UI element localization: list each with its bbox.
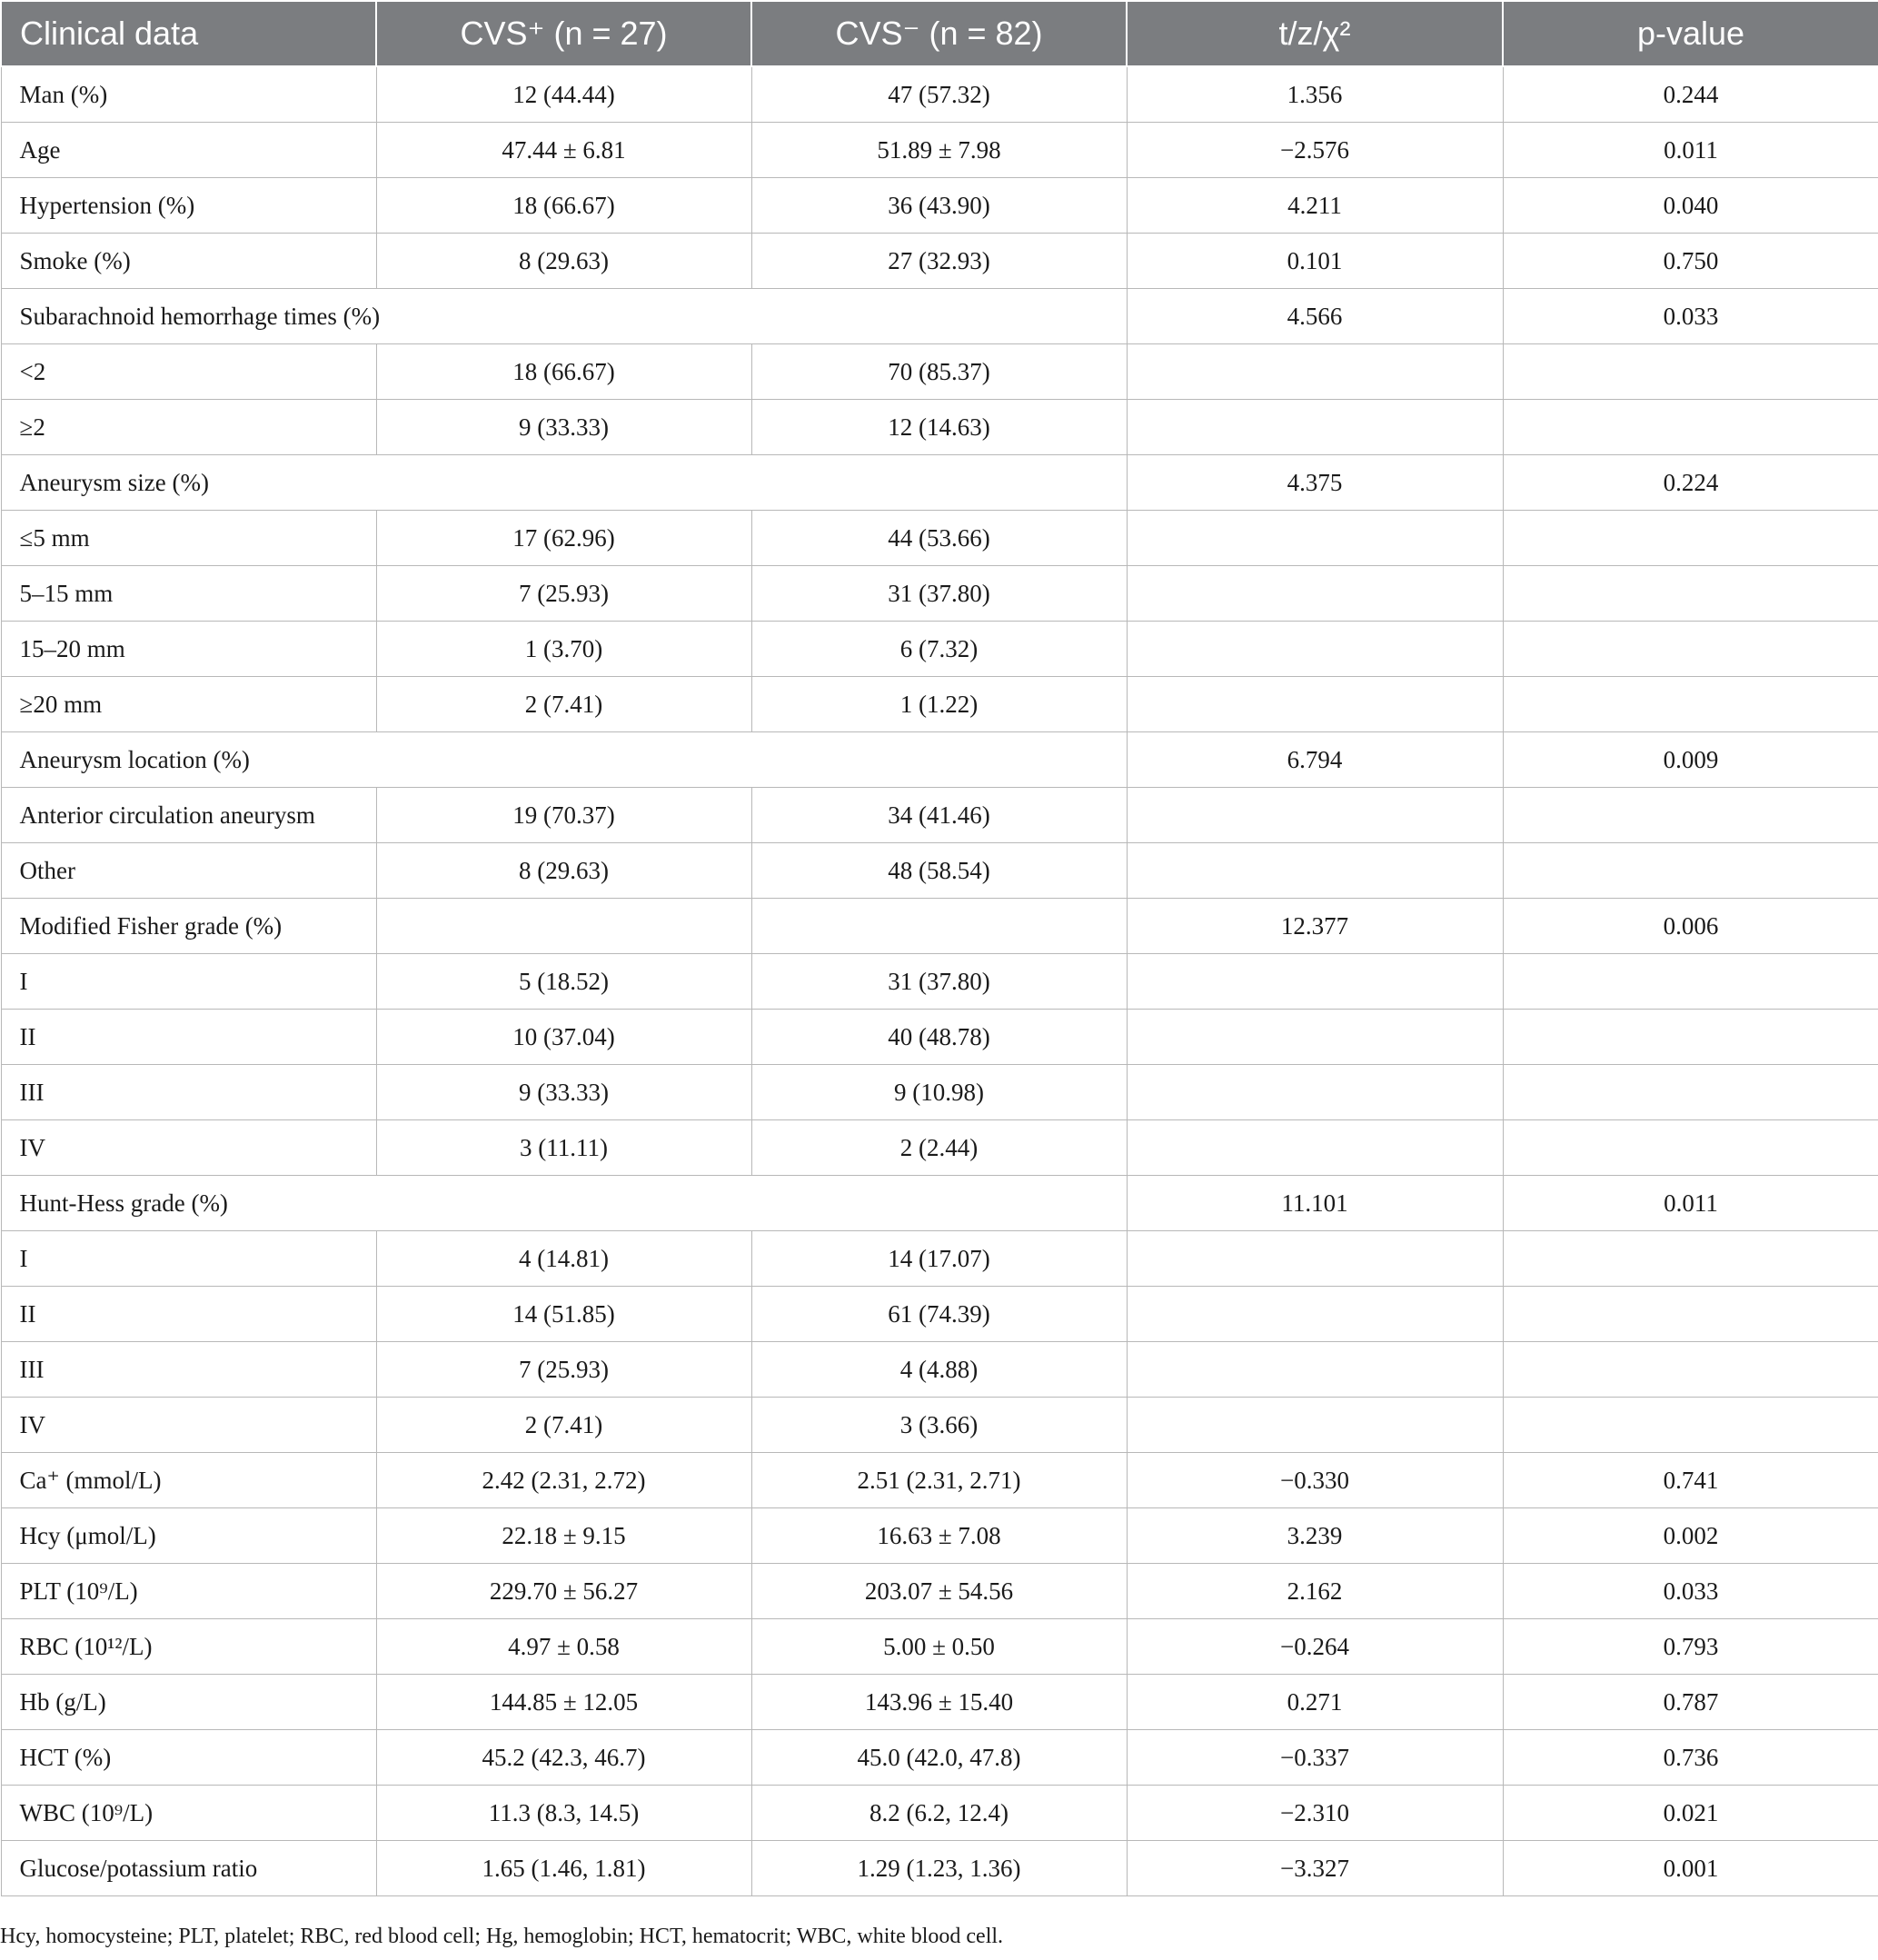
- cvs-negative-value: 5.00 ± 0.50: [751, 1619, 1127, 1675]
- test-statistic-value: 3.239: [1127, 1508, 1503, 1564]
- table-row: [1, 732, 1878, 788]
- test-statistic-value: [1127, 1120, 1503, 1176]
- cvs-positive-value: 47.44 ± 6.81: [376, 123, 751, 178]
- row-label: II: [1, 1010, 376, 1065]
- header-cvs-positive: CVS⁺ (n = 27): [376, 1, 751, 66]
- test-statistic-value: [1127, 1342, 1503, 1398]
- cvs-positive-value: 12 (44.44): [376, 66, 751, 123]
- test-statistic-value: [1127, 344, 1503, 400]
- row-label: HCT (%): [1, 1730, 376, 1786]
- test-statistic-value: 0.101: [1127, 234, 1503, 289]
- test-statistic-value: −0.330: [1127, 1453, 1503, 1508]
- row-label: Age: [1, 123, 376, 178]
- header-row: [1, 1, 1878, 66]
- table-row: [1, 344, 1878, 400]
- table-row: [1, 1453, 1878, 1508]
- row-label: Man (%): [1, 66, 376, 123]
- cvs-negative-value: 40 (48.78): [751, 1010, 1127, 1065]
- row-label: IV: [1, 1398, 376, 1453]
- cvs-positive-value: 4.97 ± 0.58: [376, 1619, 751, 1675]
- p-value: [1503, 843, 1878, 899]
- p-value: 0.741: [1503, 1453, 1878, 1508]
- cvs-negative-value: 1 (1.22): [751, 677, 1127, 732]
- table-row: [1, 455, 1878, 511]
- p-value: 0.793: [1503, 1619, 1878, 1675]
- cvs-positive-value: 1 (3.70): [376, 622, 751, 677]
- row-label: Aneurysm location (%): [1, 732, 1127, 788]
- header-test-statistic: t/z/χ²: [1127, 1, 1503, 66]
- table-row: [1, 1120, 1878, 1176]
- table-row: [1, 1065, 1878, 1120]
- table-row: [1, 400, 1878, 455]
- p-value: 0.040: [1503, 178, 1878, 234]
- row-label: RBC (10¹²/L): [1, 1619, 376, 1675]
- cvs-positive-value: 22.18 ± 9.15: [376, 1508, 751, 1564]
- row-label: 15–20 mm: [1, 622, 376, 677]
- header-clinical-data: Clinical data: [1, 1, 376, 66]
- table-row: [1, 1619, 1878, 1675]
- p-value: [1503, 677, 1878, 732]
- table-body: [1, 66, 1878, 1896]
- cvs-negative-value: 48 (58.54): [751, 843, 1127, 899]
- cvs-negative-value: 2 (2.44): [751, 1120, 1127, 1176]
- cvs-negative-value: 3 (3.66): [751, 1398, 1127, 1453]
- row-label: ≥2: [1, 400, 376, 455]
- row-label: 5–15 mm: [1, 566, 376, 622]
- row-label: Hb (g/L): [1, 1675, 376, 1730]
- table-row: [1, 289, 1878, 344]
- cvs-positive-value: 17 (62.96): [376, 511, 751, 566]
- cvs-positive-value: 10 (37.04): [376, 1010, 751, 1065]
- table-row: [1, 954, 1878, 1010]
- row-label: ≤5 mm: [1, 511, 376, 566]
- p-value: [1503, 788, 1878, 843]
- test-statistic-value: [1127, 1398, 1503, 1453]
- p-value: 0.001: [1503, 1841, 1878, 1896]
- test-statistic-value: 4.211: [1127, 178, 1503, 234]
- p-value: 0.736: [1503, 1730, 1878, 1786]
- cvs-positive-value: 2 (7.41): [376, 677, 751, 732]
- cvs-positive-value: 2 (7.41): [376, 1398, 751, 1453]
- table-row: [1, 234, 1878, 289]
- row-label: PLT (10⁹/L): [1, 1564, 376, 1619]
- cvs-positive-value: 8 (29.63): [376, 234, 751, 289]
- p-value: 0.244: [1503, 66, 1878, 123]
- table-row: [1, 1786, 1878, 1841]
- test-statistic-value: [1127, 954, 1503, 1010]
- cvs-negative-value: 4 (4.88): [751, 1342, 1127, 1398]
- p-value: [1503, 400, 1878, 455]
- cvs-positive-value: 7 (25.93): [376, 1342, 751, 1398]
- header-cvs-negative: CVS⁻ (n = 82): [751, 1, 1127, 66]
- row-label: III: [1, 1065, 376, 1120]
- table-row: [1, 66, 1878, 123]
- cvs-negative-value: 6 (7.32): [751, 622, 1127, 677]
- cvs-positive-value: 19 (70.37): [376, 788, 751, 843]
- p-value: 0.002: [1503, 1508, 1878, 1564]
- p-value: 0.224: [1503, 455, 1878, 511]
- p-value: [1503, 954, 1878, 1010]
- header-p-value: p-value: [1503, 1, 1878, 66]
- cvs-positive-value: 9 (33.33): [376, 400, 751, 455]
- test-statistic-value: [1127, 677, 1503, 732]
- cvs-positive-value: [376, 899, 751, 954]
- cvs-positive-value: 18 (66.67): [376, 344, 751, 400]
- p-value: [1503, 1398, 1878, 1453]
- cvs-negative-value: 9 (10.98): [751, 1065, 1127, 1120]
- cvs-positive-value: 4 (14.81): [376, 1231, 751, 1287]
- table-row: [1, 1508, 1878, 1564]
- table-row: [1, 899, 1878, 954]
- cvs-positive-value: 45.2 (42.3, 46.7): [376, 1730, 751, 1786]
- row-label: Hcy (μmol/L): [1, 1508, 376, 1564]
- p-value: [1503, 566, 1878, 622]
- row-label: Hypertension (%): [1, 178, 376, 234]
- table-row: [1, 511, 1878, 566]
- cvs-positive-value: 18 (66.67): [376, 178, 751, 234]
- cvs-positive-value: 9 (33.33): [376, 1065, 751, 1120]
- p-value: 0.011: [1503, 1176, 1878, 1231]
- row-label: WBC (10⁹/L): [1, 1786, 376, 1841]
- test-statistic-value: 6.794: [1127, 732, 1503, 788]
- test-statistic-value: 0.271: [1127, 1675, 1503, 1730]
- p-value: 0.750: [1503, 234, 1878, 289]
- table-row: [1, 123, 1878, 178]
- row-label: I: [1, 1231, 376, 1287]
- table-row: [1, 622, 1878, 677]
- table-row: [1, 677, 1878, 732]
- row-label: Modified Fisher grade (%): [1, 899, 376, 954]
- table-row: [1, 1730, 1878, 1786]
- cvs-positive-value: 2.42 (2.31, 2.72): [376, 1453, 751, 1508]
- p-value: [1503, 622, 1878, 677]
- cvs-positive-value: 8 (29.63): [376, 843, 751, 899]
- cvs-positive-value: 1.65 (1.46, 1.81): [376, 1841, 751, 1896]
- test-statistic-value: −2.310: [1127, 1786, 1503, 1841]
- row-label: Aneurysm size (%): [1, 455, 1127, 511]
- table-row: [1, 1564, 1878, 1619]
- row-label: II: [1, 1287, 376, 1342]
- test-statistic-value: [1127, 843, 1503, 899]
- cvs-positive-value: 3 (11.11): [376, 1120, 751, 1176]
- table-row: [1, 1841, 1878, 1896]
- p-value: [1503, 1065, 1878, 1120]
- test-statistic-value: [1127, 1287, 1503, 1342]
- row-label: Ca⁺ (mmol/L): [1, 1453, 376, 1508]
- cvs-positive-value: 5 (18.52): [376, 954, 751, 1010]
- cvs-negative-value: 34 (41.46): [751, 788, 1127, 843]
- p-value: 0.011: [1503, 123, 1878, 178]
- p-value: [1503, 1010, 1878, 1065]
- cvs-negative-value: 8.2 (6.2, 12.4): [751, 1786, 1127, 1841]
- test-statistic-value: −0.264: [1127, 1619, 1503, 1675]
- cvs-negative-value: 2.51 (2.31, 2.71): [751, 1453, 1127, 1508]
- test-statistic-value: [1127, 566, 1503, 622]
- test-statistic-value: −0.337: [1127, 1730, 1503, 1786]
- cvs-negative-value: 1.29 (1.23, 1.36): [751, 1841, 1127, 1896]
- cvs-positive-value: 229.70 ± 56.27: [376, 1564, 751, 1619]
- cvs-negative-value: 143.96 ± 15.40: [751, 1675, 1127, 1730]
- row-label: Other: [1, 843, 376, 899]
- p-value: [1503, 1287, 1878, 1342]
- test-statistic-value: −3.327: [1127, 1841, 1503, 1896]
- table-row: [1, 1398, 1878, 1453]
- row-label: III: [1, 1342, 376, 1398]
- cvs-negative-value: 61 (74.39): [751, 1287, 1127, 1342]
- cvs-negative-value: 14 (17.07): [751, 1231, 1127, 1287]
- row-label: Glucose/potassium ratio: [1, 1841, 376, 1896]
- test-statistic-value: 4.375: [1127, 455, 1503, 511]
- cvs-negative-value: 12 (14.63): [751, 400, 1127, 455]
- test-statistic-value: 1.356: [1127, 66, 1503, 123]
- cvs-negative-value: 44 (53.66): [751, 511, 1127, 566]
- row-label: Hunt-Hess grade (%): [1, 1176, 1127, 1231]
- p-value: [1503, 1120, 1878, 1176]
- test-statistic-value: [1127, 400, 1503, 455]
- p-value: 0.787: [1503, 1675, 1878, 1730]
- p-value: [1503, 1231, 1878, 1287]
- row-label: Subarachnoid hemorrhage times (%): [1, 289, 1127, 344]
- table-footnote: Hcy, homocysteine; PLT, platelet; RBC, red blood cell; Hg, hemoglobin; HCT, hematocrit; WBC, white blood cell.: [0, 1925, 1004, 1948]
- table-row: [1, 566, 1878, 622]
- test-statistic-value: −2.576: [1127, 123, 1503, 178]
- cvs-positive-value: 11.3 (8.3, 14.5): [376, 1786, 751, 1841]
- table-row: [1, 843, 1878, 899]
- table-row: [1, 1176, 1878, 1231]
- test-statistic-value: 4.566: [1127, 289, 1503, 344]
- table-row: [1, 1342, 1878, 1398]
- test-statistic-value: [1127, 622, 1503, 677]
- p-value: 0.009: [1503, 732, 1878, 788]
- test-statistic-value: [1127, 1231, 1503, 1287]
- p-value: 0.006: [1503, 899, 1878, 954]
- cvs-negative-value: 36 (43.90): [751, 178, 1127, 234]
- cvs-negative-value: 203.07 ± 54.56: [751, 1564, 1127, 1619]
- test-statistic-value: [1127, 1065, 1503, 1120]
- cvs-negative-value: 31 (37.80): [751, 566, 1127, 622]
- p-value: [1503, 344, 1878, 400]
- row-label: <2: [1, 344, 376, 400]
- cvs-positive-value: 7 (25.93): [376, 566, 751, 622]
- cvs-negative-value: 27 (32.93): [751, 234, 1127, 289]
- cvs-negative-value: 51.89 ± 7.98: [751, 123, 1127, 178]
- p-value: [1503, 511, 1878, 566]
- cvs-positive-value: 144.85 ± 12.05: [376, 1675, 751, 1730]
- row-label: I: [1, 954, 376, 1010]
- test-statistic-value: 2.162: [1127, 1564, 1503, 1619]
- test-statistic-value: [1127, 511, 1503, 566]
- cvs-negative-value: 31 (37.80): [751, 954, 1127, 1010]
- table-row: [1, 788, 1878, 843]
- table-row: [1, 1231, 1878, 1287]
- cvs-positive-value: 14 (51.85): [376, 1287, 751, 1342]
- test-statistic-value: [1127, 788, 1503, 843]
- p-value: 0.021: [1503, 1786, 1878, 1841]
- row-label: Anterior circulation aneurysm: [1, 788, 376, 843]
- table-row: [1, 1675, 1878, 1730]
- cvs-negative-value: [751, 899, 1127, 954]
- cvs-negative-value: 16.63 ± 7.08: [751, 1508, 1127, 1564]
- p-value: [1503, 1342, 1878, 1398]
- test-statistic-value: [1127, 1010, 1503, 1065]
- test-statistic-value: 12.377: [1127, 899, 1503, 954]
- cvs-negative-value: 47 (57.32): [751, 66, 1127, 123]
- table-row: [1, 178, 1878, 234]
- cvs-negative-value: 70 (85.37): [751, 344, 1127, 400]
- p-value: 0.033: [1503, 289, 1878, 344]
- row-label: IV: [1, 1120, 376, 1176]
- test-statistic-value: 11.101: [1127, 1176, 1503, 1231]
- table-row: [1, 1287, 1878, 1342]
- table-header: [1, 1, 1878, 66]
- cvs-negative-value: 45.0 (42.0, 47.8): [751, 1730, 1127, 1786]
- row-label: Smoke (%): [1, 234, 376, 289]
- row-label: ≥20 mm: [1, 677, 376, 732]
- table-row: [1, 1010, 1878, 1065]
- p-value: 0.033: [1503, 1564, 1878, 1619]
